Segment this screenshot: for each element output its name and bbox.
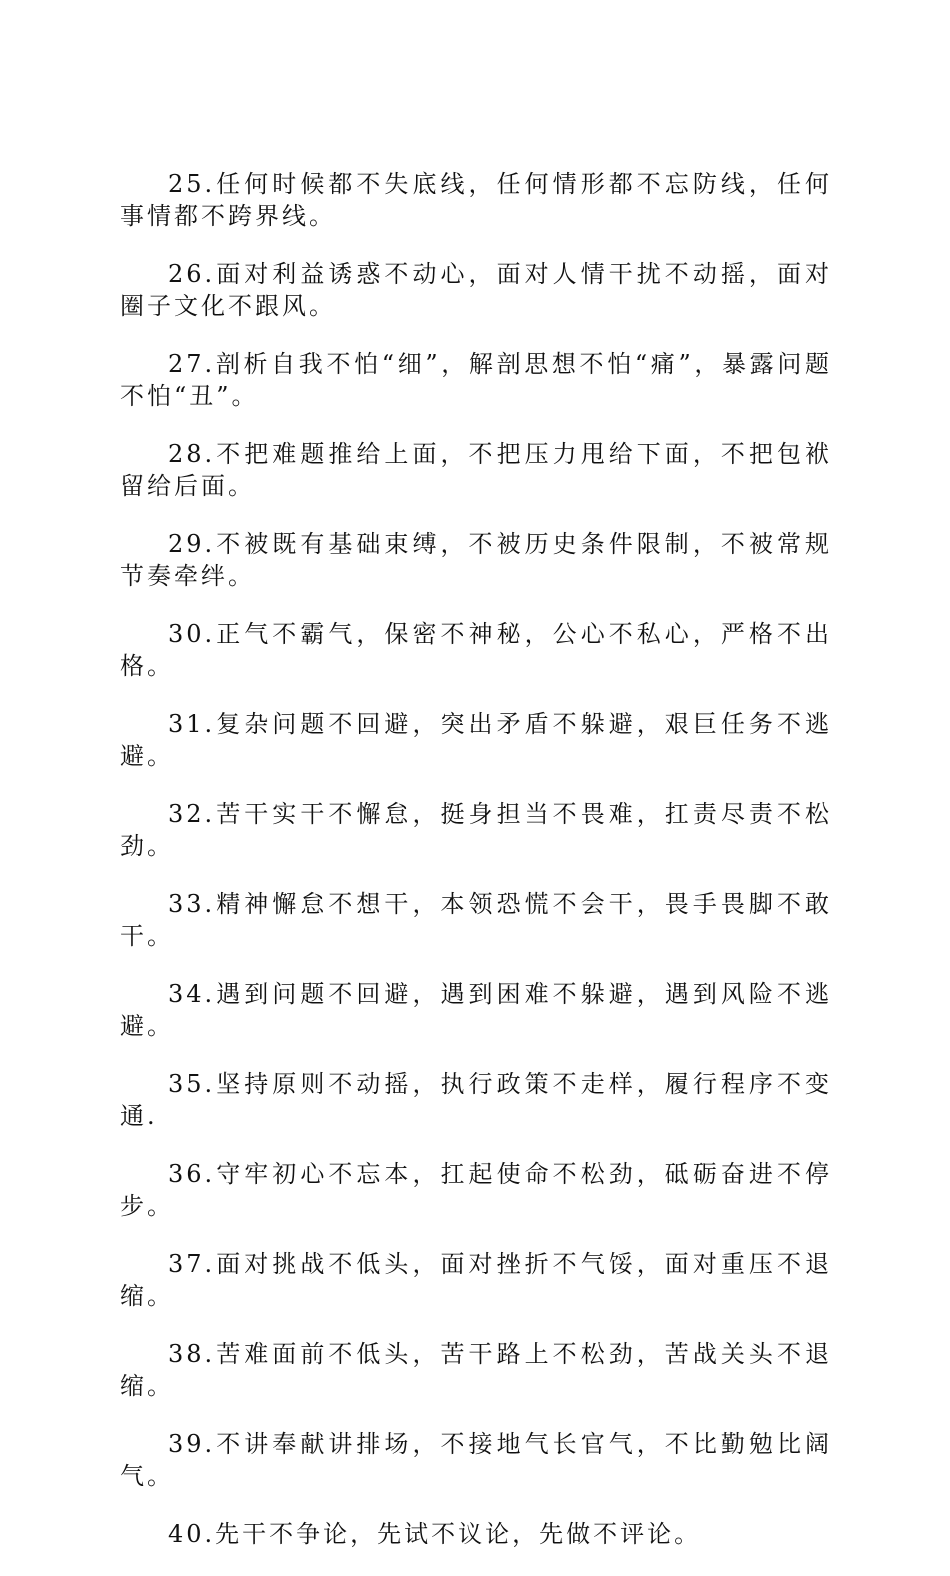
item-number: 30.: [168, 620, 216, 648]
item-number: 25.: [168, 170, 216, 198]
paragraph-39: [120, 1428, 832, 1492]
paragraph-26: [120, 258, 832, 322]
item-text: 不讲奉献讲排场，不接地气长官气，不比勤勉比阔气。: [120, 1430, 832, 1490]
item-text: 正气不霸气，保密不神秘，公心不私心，严格不出格。: [120, 620, 832, 680]
item-number: 39.: [168, 1430, 216, 1458]
paragraph-38: [120, 1338, 832, 1402]
document-body: [120, 168, 832, 1576]
paragraph-30: [120, 618, 832, 682]
item-number: 38.: [168, 1340, 216, 1368]
item-text: 守牢初心不忘本，扛起使命不松劲，砥砺奋进不停步。: [120, 1160, 832, 1220]
item-number: 27.: [168, 350, 216, 378]
paragraph-35: [120, 1068, 832, 1132]
item-number: 34.: [168, 980, 216, 1008]
item-number: 32.: [168, 800, 216, 828]
paragraph-36: [120, 1158, 832, 1222]
paragraph-33: [120, 888, 832, 952]
item-text: 苦难面前不低头，苦干路上不松劲，苦战关头不退缩。: [120, 1340, 832, 1400]
item-text: 不被既有基础束缚，不被历史条件限制，不被常规节奏牵绊。: [120, 530, 832, 590]
item-text: 精神懈怠不想干，本领恐慌不会干，畏手畏脚不敢干。: [120, 890, 832, 950]
paragraph-29: [120, 528, 832, 592]
item-text: 先干不争论，先试不议论，先做不评论。: [215, 1520, 702, 1548]
item-number: 40.: [168, 1520, 216, 1548]
paragraph-25: [120, 168, 832, 232]
item-number: 33.: [168, 890, 216, 918]
paragraph-37: [120, 1248, 832, 1312]
paragraph-31: [120, 708, 832, 772]
paragraph-32: [120, 798, 832, 862]
item-text: 坚持原则不动摇，执行政策不走样，履行程序不变通.: [120, 1070, 832, 1130]
item-number: 37.: [168, 1250, 216, 1278]
paragraph-40: [120, 1518, 832, 1550]
item-text: 任何时候都不失底线，任何情形都不忘防线，任何事情都不跨界线。: [120, 170, 832, 230]
paragraph-28: [120, 438, 832, 502]
item-number: 28.: [168, 440, 216, 468]
item-text: 不把难题推给上面，不把压力甩给下面，不把包袱留给后面。: [120, 440, 832, 500]
item-text: 苦干实干不懈怠，挺身担当不畏难，扛责尽责不松劲。: [120, 800, 832, 860]
item-number: 29.: [168, 530, 216, 558]
item-text: 剖析自我不怕“细”，解剖思想不怕“痛”，暴露问题不怕“丑”。: [120, 350, 832, 410]
item-number: 35.: [168, 1070, 216, 1098]
item-number: 31.: [168, 710, 216, 738]
item-text: 面对挑战不低头，面对挫折不气馁，面对重压不退缩。: [120, 1250, 832, 1310]
item-text: 面对利益诱惑不动心，面对人情干扰不动摇，面对圈子文化不跟风。: [120, 260, 832, 320]
item-text: 复杂问题不回避，突出矛盾不躲避，艰巨任务不逃避。: [120, 710, 832, 770]
paragraph-27: [120, 348, 832, 412]
item-text: 遇到问题不回避，遇到困难不躲避，遇到风险不逃避。: [120, 980, 832, 1040]
paragraph-34: [120, 978, 832, 1042]
item-number: 26.: [168, 260, 216, 288]
item-number: 36.: [168, 1160, 216, 1188]
